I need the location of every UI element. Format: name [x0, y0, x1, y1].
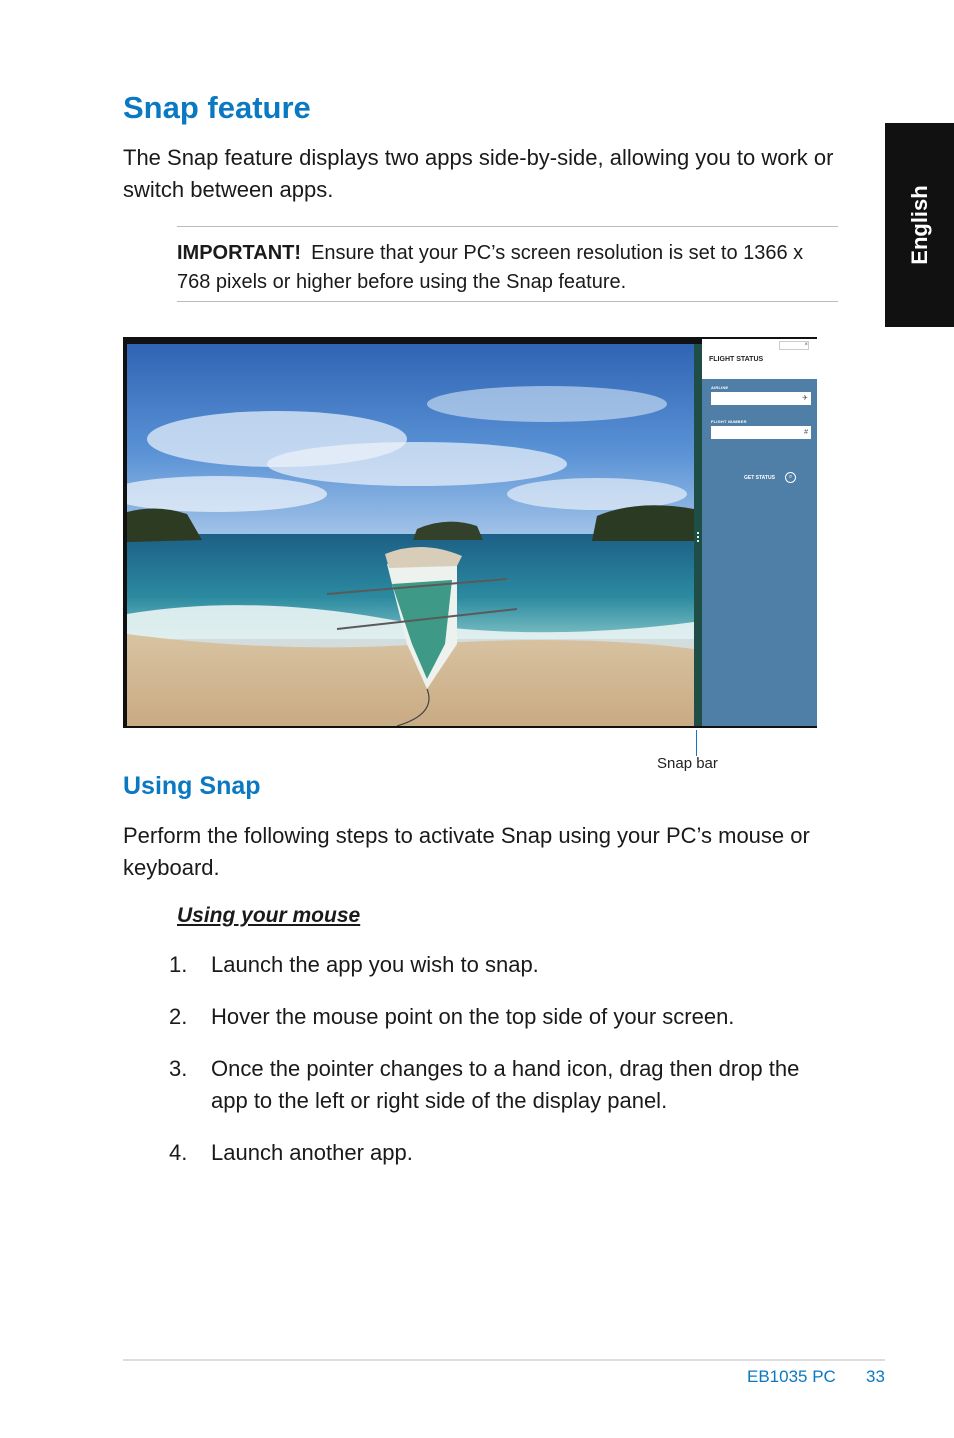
search-icon[interactable]: ⌕: [785, 472, 796, 483]
app-header: [702, 339, 817, 379]
language-tab-label: English: [906, 185, 932, 265]
beach-photo: [127, 344, 694, 726]
step-number: 1.: [169, 952, 188, 977]
step-text: Hover the mouse point on the top side of your screen.: [211, 1004, 735, 1029]
footer-model: EB1035 PC: [747, 1367, 836, 1386]
airline-field[interactable]: [711, 392, 811, 405]
page-number: 33: [866, 1367, 885, 1386]
section-subtitle: Using your mouse: [177, 904, 361, 927]
flight-number-field[interactable]: [711, 426, 811, 439]
list-item: [169, 1053, 819, 1117]
list-item: [169, 1137, 819, 1169]
flight-number-label: FLIGHT NUMBER: [711, 419, 747, 424]
beach-scene: [127, 344, 694, 726]
important-text: [177, 239, 838, 297]
get-status-button[interactable]: GET STATUS: [744, 475, 775, 481]
airline-label: AIRLINE: [711, 385, 729, 390]
hash-icon: #: [804, 429, 808, 436]
page-title: Snap feature: [123, 90, 311, 125]
snap-bar-callout: Snap bar: [657, 755, 718, 772]
step-text: Launch the app you wish to snap.: [211, 952, 539, 977]
important-body: Ensure that your PC’s screen resolution is set to 1366 x 768 pixels or higher before using the Snap feature.: [177, 242, 804, 293]
snap-bar[interactable]: [694, 344, 702, 726]
step-text: Launch another app.: [211, 1140, 413, 1165]
step-number: 2.: [169, 1004, 188, 1029]
close-icon[interactable]: ×: [779, 341, 809, 350]
step-number: 4.: [169, 1140, 188, 1165]
intro-paragraph: The Snap feature displays two apps side-by-side, allowing you to work or switch between apps.: [123, 145, 834, 202]
snap-bar-grip-icon: [697, 532, 699, 534]
app-title: FLIGHT STATUS: [709, 356, 764, 363]
important-note: [177, 226, 838, 302]
callout-line: [696, 730, 697, 756]
language-tab: [885, 123, 954, 327]
footer-divider: [123, 1359, 885, 1361]
list-item: [169, 1001, 819, 1033]
section-intro: Perform the following steps to activate Snap using your PC’s mouse or keyboard.: [123, 823, 810, 880]
flight-status-app: [702, 339, 817, 726]
section-title: Using Snap: [123, 772, 261, 800]
step-number: 3.: [169, 1056, 188, 1081]
step-text: Once the pointer changes to a hand icon, drag then drop the app to the left or right side of the display panel.: [211, 1056, 800, 1113]
airline-icon: ✈: [802, 395, 808, 402]
snap-screenshot: [123, 337, 817, 728]
important-label: IMPORTANT!: [177, 242, 302, 264]
list-item: [169, 949, 819, 981]
